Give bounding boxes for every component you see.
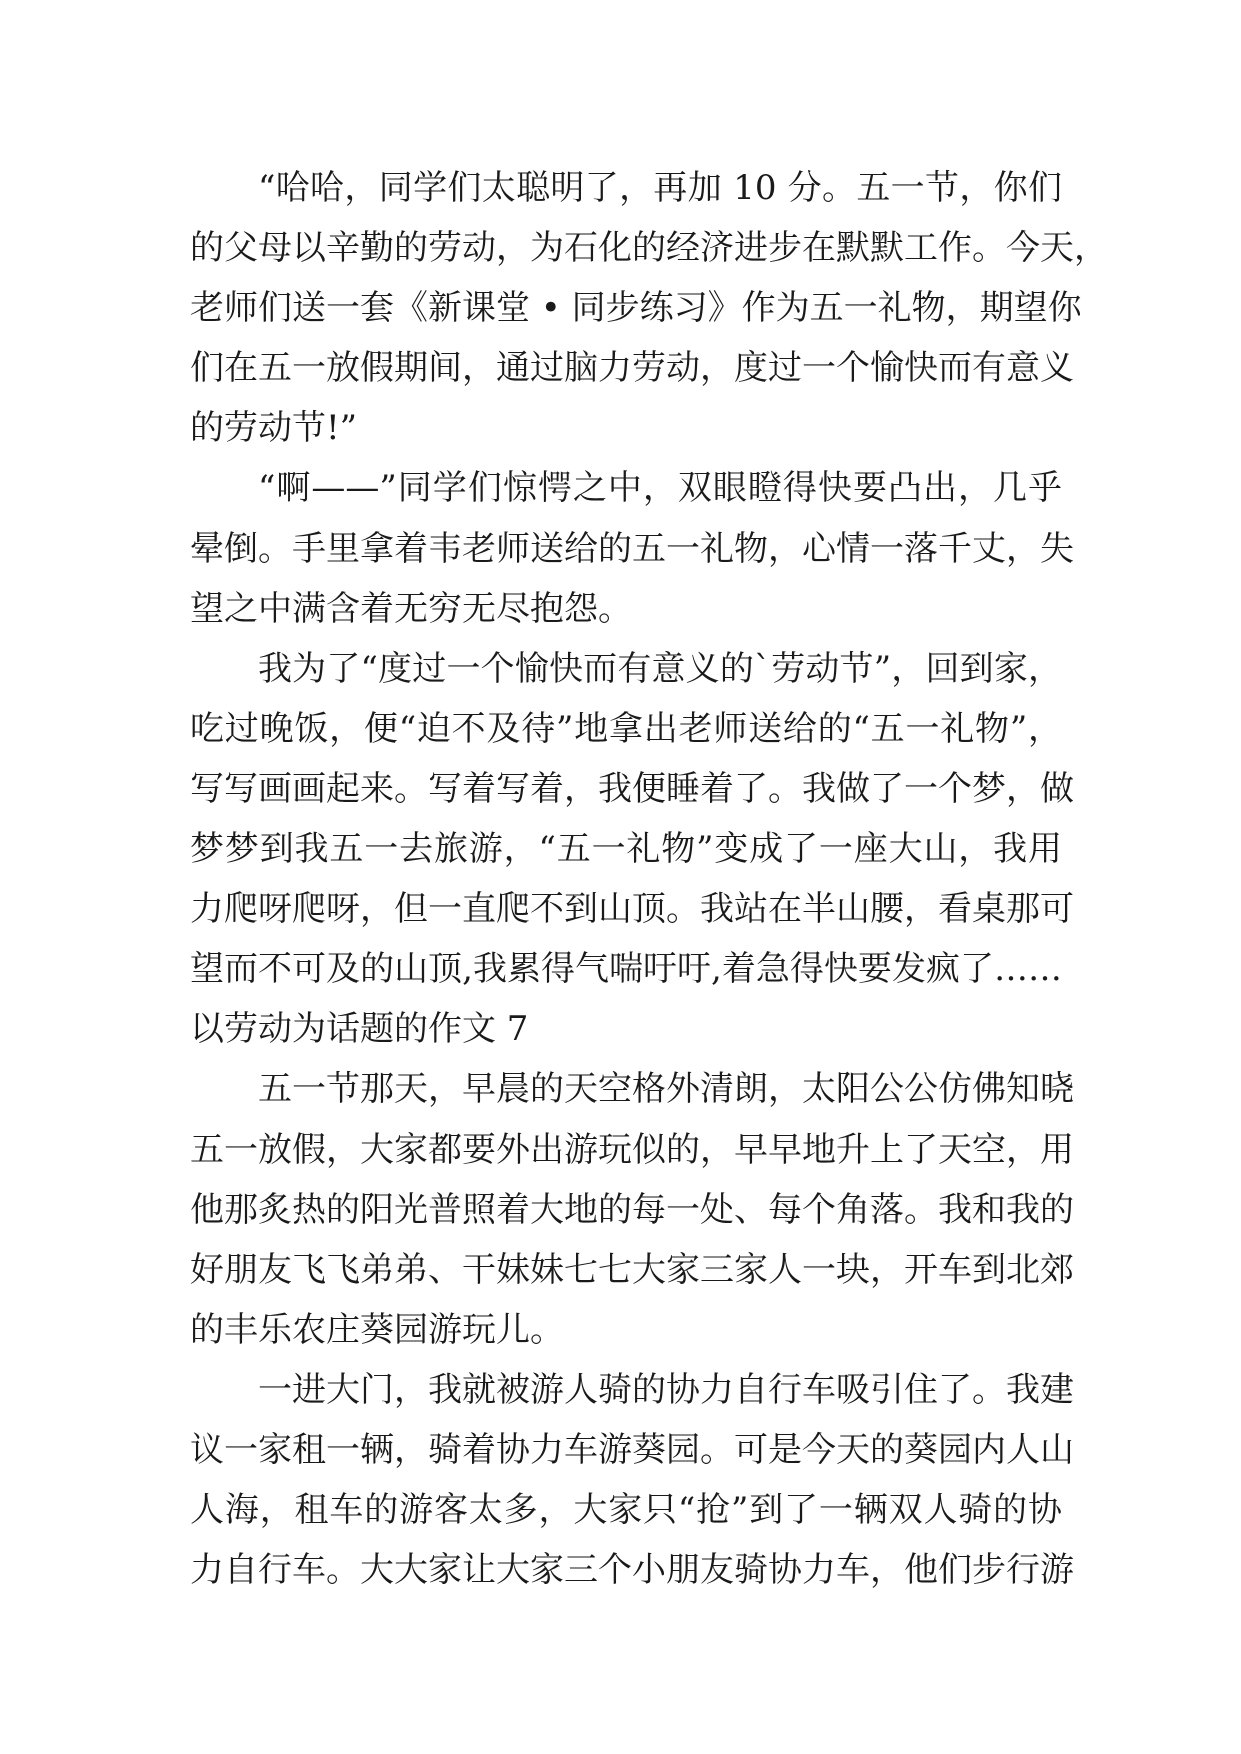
text-line: 的父母以辛勤的劳动，为石化的经济进步在默默工作。今天， [190, 228, 1108, 269]
text-line: 写写画画起来。写着写着，我便睡着了。我做了一个梦，做 [190, 768, 1074, 809]
text-line: 人海，租车的游客太多，大家只“抢”到了一辆双人骑的协 [190, 1490, 1062, 1531]
text-line: 吃过晚饭，便“迫不及待”地拿出老师送给的“五一礼物”， [190, 708, 1062, 749]
text-line: 望而不可及的山顶,我累得气喘吁吁,着急得快要发疯了…… [190, 949, 1062, 990]
text-line: 老师们送一套《新课堂 • 同步练习》作为五一礼物，期望你 [190, 288, 1082, 329]
text-line: 力爬呀爬呀，但一直爬不到山顶。我站在半山腰，看桌那可 [190, 889, 1074, 930]
text-line: 力自行车。大大家让大家三个小朋友骑协力车，他们步行游 [190, 1550, 1074, 1591]
text-line: 的丰乐农庄葵园游玩儿。 [190, 1309, 564, 1350]
text-line: 五一节那天，早晨的天空格外清朗，太阳公公仿佛知晓 [258, 1069, 1074, 1110]
text-line: 望之中满含着无穷无尽抱怨。 [190, 588, 632, 629]
body-text [190, 158, 1108, 1600]
text-line: 梦梦到我五一去旅游，“五一礼物”变成了一座大山，我用 [190, 829, 1062, 870]
text-line: 五一放假，大家都要外出游玩似的，早早地升上了天空，用 [190, 1129, 1074, 1170]
section-heading: 以劳动为话题的作文 7 [190, 1009, 529, 1050]
text-line: 他那炙热的阳光普照着大地的每一处、每个角落。我和我的 [190, 1189, 1074, 1230]
text-line: 一进大门，我就被游人骑的协力自行车吸引住了。我建 [258, 1369, 1074, 1410]
text-line: 晕倒。手里拿着韦老师送给的五一礼物，心情一落千丈，失 [190, 528, 1074, 569]
text-line: 好朋友飞飞弟弟、干妹妹七七大家三家人一块，开车到北郊 [190, 1249, 1074, 1290]
text-line: 我为了“度过一个愉快而有意义的`劳动节”，回到家， [258, 648, 1062, 689]
text-line: 议一家租一辆，骑着协力车游葵园。可是今天的葵园内人山 [190, 1429, 1074, 1470]
text-line: 们在五一放假期间，通过脑力劳动，度过一个愉快而有意义 [190, 348, 1074, 389]
text-line: 的劳动节!” [190, 408, 358, 449]
text-line: “啊——”同学们惊愕之中，双眼瞪得快要凸出，几乎 [258, 468, 1062, 509]
text-line: “哈哈，同学们太聪明了，再加 10 分。五一节，你们 [258, 168, 1062, 208]
